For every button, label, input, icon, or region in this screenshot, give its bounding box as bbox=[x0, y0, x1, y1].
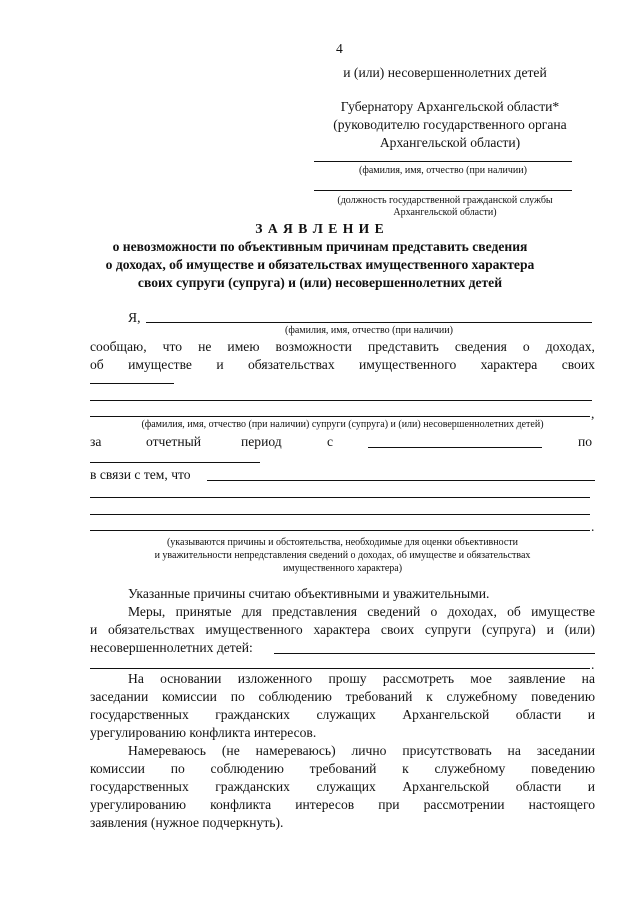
word: характера bbox=[480, 357, 538, 372]
word: возможности bbox=[275, 339, 352, 354]
title-sub-2: о доходах, об имуществе и обязательствах имущественного характера bbox=[105, 257, 535, 272]
paragraph-line-2 bbox=[90, 356, 595, 373]
title-sub-3: своих супруги (супруга) и (или) несовершеннолетних детей bbox=[137, 275, 503, 290]
reason-dot: . bbox=[591, 519, 595, 534]
period-word-za: за bbox=[90, 434, 102, 449]
position-hint-2: Архангельской области) bbox=[393, 207, 497, 218]
intent-line-1: Намереваюсь (не намереваюсь) лично присутствовать на заседании bbox=[128, 743, 595, 758]
reason-blank-line-3 bbox=[90, 514, 590, 515]
intent-line-5: заявления (нужное подчеркнуть). bbox=[90, 815, 284, 830]
spouse-blank-line-2 bbox=[90, 416, 590, 417]
comma: , bbox=[591, 406, 595, 421]
measures-blank-line-1 bbox=[274, 653, 595, 654]
word: и bbox=[216, 357, 224, 372]
basis-line-4: урегулированию конфликта интересов. bbox=[90, 725, 317, 740]
intent-line-3: государственных гражданских служащих Архангельской области и bbox=[90, 779, 595, 794]
addressee-line3: Архангельской области) bbox=[379, 135, 521, 150]
header-continuation: и (или) несовершеннолетних детей bbox=[343, 65, 547, 80]
ya-fio-hint: (фамилия, имя, отчество (при наличии) bbox=[285, 325, 453, 336]
intent-line-2: комиссии по соблюдению требований к служебному поведению bbox=[90, 761, 595, 776]
paragraph-line-1 bbox=[90, 338, 595, 355]
title-sub-1: о невозможности по объективным причинам представить сведения bbox=[112, 239, 528, 254]
period-word-po: по bbox=[578, 434, 593, 449]
word: представить bbox=[367, 339, 439, 354]
word: имуществе bbox=[128, 357, 192, 372]
ya-label: Я, bbox=[128, 310, 141, 325]
fio-blank-line bbox=[314, 161, 572, 162]
word: что bbox=[162, 339, 183, 354]
period-from-blank bbox=[368, 447, 542, 448]
reason-hint-1: (указываются причины и обстоятельства, необходимые для оценки объективности bbox=[166, 537, 519, 548]
reason-blank-line-4 bbox=[90, 530, 590, 531]
reason-blank-line-1 bbox=[207, 480, 595, 481]
period-word-report: отчетный bbox=[146, 434, 202, 449]
measures-blank-line-2 bbox=[90, 668, 590, 669]
intent-line-4: урегулированию конфликта интересов при рассмотрении настоящего bbox=[90, 797, 595, 812]
measures-line-2: и обязательствах имущественного характера своих супруги (супруга) и (или) bbox=[90, 622, 595, 637]
period-to-blank bbox=[90, 462, 260, 463]
reason-hint-2: и уважительности непредставления сведений о доходах, об имуществе и обязательствах bbox=[154, 550, 531, 561]
word: доходах, bbox=[545, 339, 595, 354]
ya-fio-line bbox=[146, 322, 592, 323]
word: имущественного bbox=[359, 357, 457, 372]
word: имею bbox=[227, 339, 260, 354]
word: сведения bbox=[454, 339, 507, 354]
period-word-period: период bbox=[241, 434, 282, 449]
position-hint-1: (должность государственной гражданской службы bbox=[337, 195, 553, 206]
relation-blank-line bbox=[90, 383, 174, 384]
reason-label: в связи с тем, что bbox=[90, 467, 191, 482]
reasons-paragraph: Указанные причины считаю объективными и уважительными. bbox=[128, 586, 490, 601]
reason-blank-line-2 bbox=[90, 497, 590, 498]
measures-dot: . bbox=[591, 657, 595, 672]
word: своих bbox=[561, 357, 595, 372]
word: об bbox=[90, 357, 104, 372]
word: обязательствах bbox=[247, 357, 335, 372]
basis-line-3: государственных гражданских служащих Архангельской области и bbox=[90, 707, 595, 722]
title-heading: З А Я В Л Е Н И Е bbox=[255, 221, 385, 236]
page-number: 4 bbox=[336, 41, 343, 56]
position-blank-line bbox=[314, 190, 572, 191]
addressee-line1: Губернатору Архангельской области* bbox=[340, 99, 560, 114]
measures-line-3: несовершеннолетних детей: bbox=[90, 640, 253, 655]
measures-line-1: Меры, принятые для представления сведений о доходах, об имуществе bbox=[128, 604, 595, 619]
fio-hint: (фамилия, имя, отчество (при наличии) bbox=[359, 165, 527, 176]
addressee-line2: (руководителю государственного органа bbox=[333, 117, 567, 132]
word: сообщаю, bbox=[90, 339, 147, 354]
reason-hint-3: имущественного характера) bbox=[282, 563, 403, 574]
spouse-hint: (фамилия, имя, отчество (при наличии) супруги (супруга) и (или) несовершеннолетних детей) bbox=[141, 419, 544, 430]
basis-line-2: заседании комиссии по соблюдению требований к служебному поведению bbox=[90, 689, 595, 704]
period-word-s: с bbox=[327, 434, 334, 449]
word: не bbox=[198, 339, 212, 354]
basis-line-1: На основании изложенного прошу рассмотреть мое заявление на bbox=[128, 671, 595, 686]
word: о bbox=[522, 339, 530, 354]
spouse-blank-line-1 bbox=[90, 400, 592, 401]
